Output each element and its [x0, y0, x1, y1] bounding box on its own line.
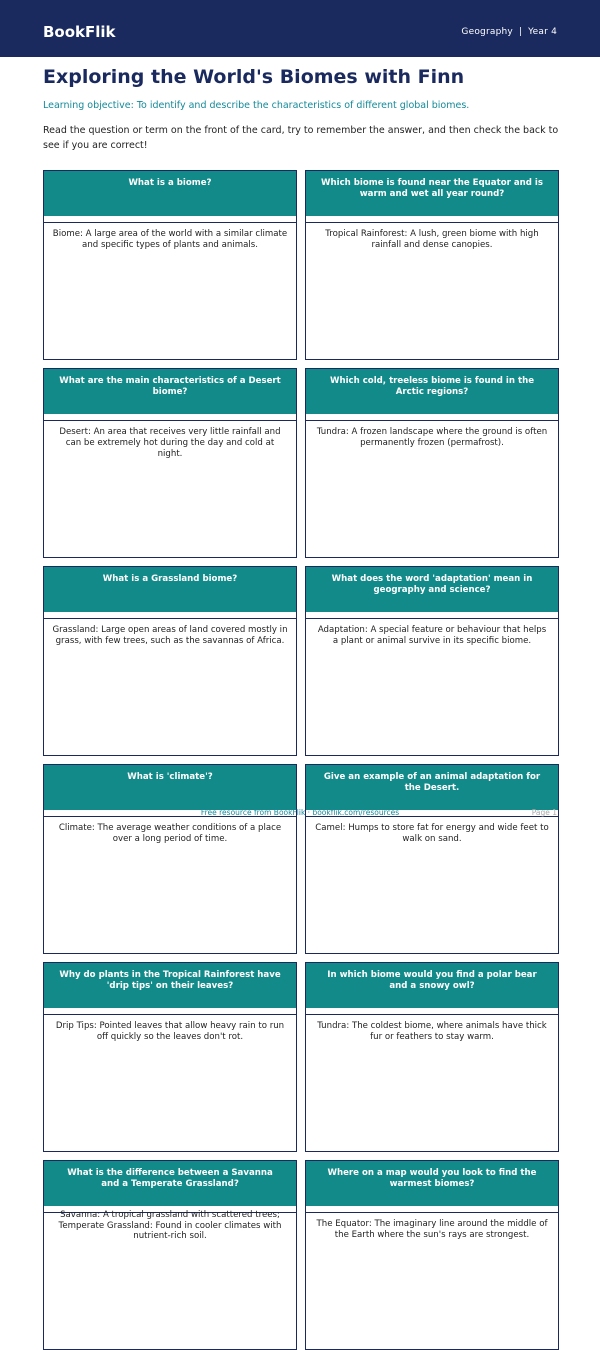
card-back: Desert: An area that receives very little rainfall and can be extremely hot during the day and cold at night. [44, 420, 296, 467]
card-back: Tropical Rainforest: A lush, green biome with high rainfall and dense canopies. [306, 222, 558, 269]
card-back-text: Savanna: A tropical grassland with scattered trees; Temperate Grassland: Found in cooler climates with nutrient-rich soil. [58, 1210, 282, 1241]
flashcard [305, 962, 559, 1152]
flashcard [305, 1160, 559, 1350]
card-front: Which cold, treeless biome is found in the Arctic regions? [306, 369, 558, 414]
card-back: Tundra: A frozen landscape where the ground is often permanently frozen (permafrost). [306, 420, 558, 467]
card-back: Grassland: Large open areas of land covered mostly in grass, with few trees, such as the savannas of Africa. [44, 618, 296, 665]
brand-logo[interactable]: BookFlik [43, 23, 116, 41]
instructions: Read the question or term on the front of the card, try to remember the answer, and then check the back to see if you are correct! [43, 125, 559, 151]
header-meta [461, 27, 557, 37]
card-back: The Equator: The imaginary line around the middle of the Earth where the sun's rays are strongest. [306, 1212, 558, 1259]
card-front: What are the main characteristics of a Desert biome? [44, 369, 296, 414]
card-front: What is 'climate'? [44, 765, 296, 810]
card-front: What is the difference between a Savanna and a Temperate Grassland? [44, 1161, 296, 1206]
card-front: What is a Grassland biome? [44, 567, 296, 612]
card-front: In which biome would you find a polar bear and a snowy owl? [306, 963, 558, 1008]
card-front: Where on a map would you look to find the warmest biomes? [306, 1161, 558, 1206]
card-front: What is a biome? [44, 171, 296, 216]
card-front: Why do plants in the Tropical Rainforest have 'drip tips' on their leaves? [44, 963, 296, 1008]
card-front: Which biome is found near the Equator and is warm and wet all year round? [306, 171, 558, 216]
card-back: Climate: The average weather conditions of a place over a long period of time. [44, 816, 296, 863]
flashcard [305, 170, 559, 360]
card-back: Camel: Humps to store fat for energy and wide feet to walk on sand. [306, 816, 558, 863]
card-front: What does the word 'adaptation' mean in geography and science? [306, 567, 558, 612]
subject-label: Geography [461, 27, 513, 37]
flashcard [43, 368, 297, 558]
footer-resource-link[interactable]: Free resource from BookFlik · bookflik.com/resources [200, 808, 400, 817]
card-back [44, 1212, 296, 1259]
card-back: Biome: A large area of the world with a similar climate and specific types of plants and animals. [44, 222, 296, 269]
flashcard [305, 368, 559, 558]
flashcard [43, 962, 297, 1152]
flashcard [43, 566, 297, 756]
page-title: Exploring the World's Biomes with Finn [43, 66, 465, 88]
year-label: Year 4 [528, 27, 557, 37]
learning-objective: Learning objective: To identify and describe the characteristics of different global biomes. [43, 100, 470, 111]
flashcard [43, 1160, 297, 1350]
page-number: Page 1 [531, 808, 557, 817]
flashcard-grid [43, 170, 559, 1350]
card-back: Tundra: The coldest biome, where animals have thick fur or feathers to stay warm. [306, 1014, 558, 1061]
card-back: Drip Tips: Pointed leaves that allow heavy rain to run off quickly so the leaves don't rot. [44, 1014, 296, 1061]
flashcard [305, 764, 559, 954]
meta-separator: | [518, 27, 523, 37]
card-back: Adaptation: A special feature or behaviour that helps a plant or animal survive in its specific biome. [306, 618, 558, 665]
flashcard [305, 566, 559, 756]
top-banner [0, 0, 600, 57]
flashcard [43, 170, 297, 360]
card-front: Give an example of an animal adaptation for the Desert. [306, 765, 558, 810]
flashcard [43, 764, 297, 954]
